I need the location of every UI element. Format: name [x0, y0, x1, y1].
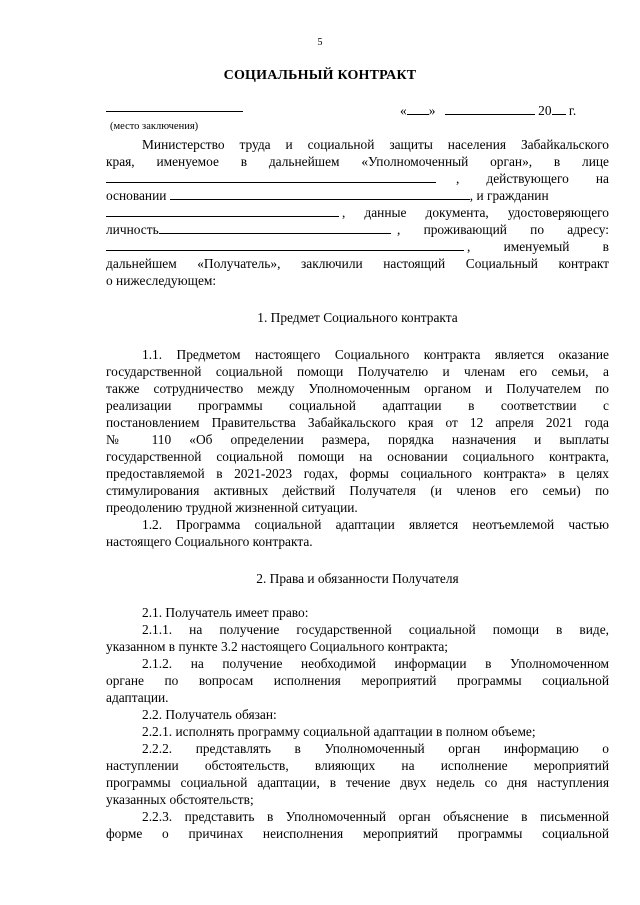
s1-line-1: 1.1. Предметом настоящего Социального контракта является оказание	[142, 347, 609, 362]
date-open-quote: «	[400, 103, 407, 118]
s2-line-12: указанных обстоятельств;	[106, 792, 254, 807]
s2-line-9: 2.2.2. представлять в Уполномоченный орган информацию о	[142, 741, 609, 756]
named-label: , именуемый в	[467, 239, 609, 254]
s1-line-9: стимулирования активных действий Получателя (и членов его семьи) по	[106, 483, 609, 498]
representative-field[interactable]	[106, 170, 436, 183]
place-field[interactable]	[106, 111, 243, 112]
date-suffix: г.	[568, 103, 577, 118]
day-field[interactable]	[407, 102, 429, 115]
intro-line-8: дальнейшем «Получатель», заключили настоящий Социальный контракт	[106, 256, 609, 271]
s2-line-10: наступлении обстоятельств, влияющих на исполнение мероприятий	[106, 758, 609, 773]
section-2-heading: 2. Права и обязанности Получателя	[256, 571, 459, 586]
intro-line-7	[106, 238, 609, 255]
address-field[interactable]	[106, 238, 464, 251]
intro-line-6	[106, 221, 609, 238]
s2-line-4: 2.1.2. на получение необходимой информации в Уполномоченном	[142, 656, 609, 671]
s2-line-7: 2.2. Получатель обязан:	[142, 707, 277, 722]
year-field[interactable]	[552, 102, 566, 115]
page-number: 5	[317, 37, 323, 48]
s2-line-6: адаптации.	[106, 690, 169, 705]
s1-line-11: 1.2. Программа социальной адаптации является неотъемлемой частью	[142, 517, 609, 532]
place-caption: (место заключения)	[110, 121, 199, 132]
basis-field[interactable]	[170, 187, 470, 200]
month-field[interactable]	[445, 102, 535, 115]
intro-line-2: края, именуемое в дальнейшем «Уполномоченный орган», в лице	[106, 154, 609, 169]
s2-line-13: 2.2.3. представить в Уполномоченный орган объяснение в письменной	[142, 809, 609, 824]
s2-line-11: программы социальной адаптации, в течение двух недель со дня наступления	[106, 775, 609, 790]
document-label: , данные документа, удостоверяющего	[342, 205, 609, 220]
intro-line-3: , действующего на	[106, 170, 609, 187]
citizen-label: , и гражданин	[469, 188, 549, 203]
identity-label: личность	[106, 222, 159, 237]
s2-line-14: форме о причинах неисполнения мероприятий программы социальной	[106, 826, 609, 841]
section-1-heading: 1. Предмет Социального контракта	[257, 310, 458, 325]
s1-line-12: настоящего Социального контракта.	[106, 534, 313, 549]
date-close-quote: »	[428, 103, 436, 118]
intro-line-1: Министерство труда и социальной защиты населения Забайкальского	[142, 137, 609, 152]
intro-line-4	[106, 187, 609, 204]
identity-field[interactable]	[159, 221, 391, 234]
s2-line-3: указанном в пункте 3.2 настоящего Социального контракта;	[106, 639, 449, 654]
intro-line-9: о нижеследующем:	[106, 273, 217, 288]
s1-line-3: также сотрудничество между Уполномоченным органом и Получателем по	[106, 381, 609, 396]
s1-line-10: преодолению трудной жизненной ситуации.	[106, 500, 358, 515]
contract-date	[400, 102, 576, 119]
s2-line-5: органе по вопросам исполнения мероприятий программы социальной	[106, 673, 609, 688]
s1-line-6: № 110 «Об определении размера, порядка назначения и выплаты	[106, 432, 609, 447]
date-year: 20	[538, 103, 552, 118]
intro-line-5	[106, 204, 609, 221]
s1-line-2: государственной социальной помощи Получателю и членам его семьи, а	[106, 364, 609, 379]
s1-line-4: реализации программы социальной адаптации в соответствии с	[106, 398, 609, 413]
address-label: , проживающий по адресу:	[397, 222, 609, 237]
basis-label: основании	[106, 188, 167, 203]
citizen-name-field[interactable]	[106, 204, 339, 217]
acting-label: действующего на	[486, 171, 609, 186]
s1-line-8: предоставляемой в 2021-2023 годах, формы социального контракта» в целях	[106, 466, 609, 481]
s2-line-1: 2.1. Получатель имеет право:	[142, 605, 309, 620]
s2-line-2: 2.1.1. на получение государственной социальной помощи в виде,	[142, 622, 609, 637]
document-title: СОЦИАЛЬНЫЙ КОНТРАКТ	[223, 68, 417, 83]
s1-line-5: постановлением Правительства Забайкальского края от 12 апреля 2021 года	[106, 415, 609, 430]
s1-line-7: государственной социальной помощи на основании социального контракта,	[106, 449, 609, 464]
s2-line-8: 2.2.1. исполнять программу социальной адаптации в полном объеме;	[142, 724, 536, 739]
